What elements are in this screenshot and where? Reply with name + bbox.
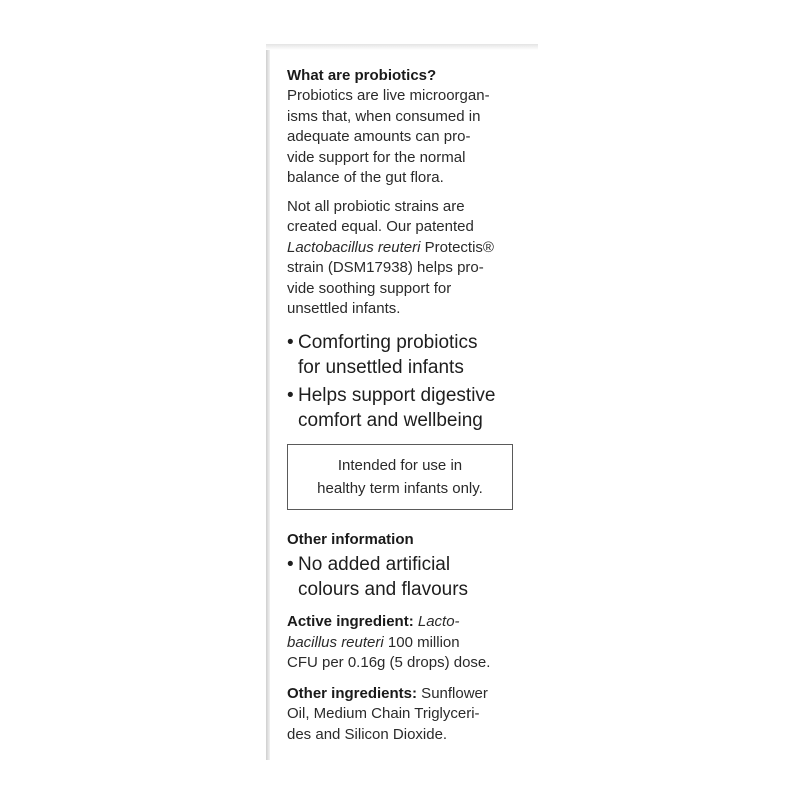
benefit-item — [287, 383, 527, 433]
notice-line: healthy term infants only. — [317, 480, 483, 497]
text-line: adequate amounts can pro- — [287, 128, 471, 145]
other-info-item — [287, 552, 527, 602]
active-ingredient-italic: bacillus reuteri — [287, 633, 384, 651]
active-ingredient — [287, 612, 527, 674]
other-info-line: No added artificial — [298, 554, 451, 575]
section-heading-other-info: Other information — [287, 531, 414, 548]
bullet-icon: • — [287, 554, 294, 575]
section-heading-probiotics: What are probiotics? — [287, 67, 437, 84]
probiotics-description — [287, 86, 527, 189]
active-ingredient-label: Active ingredient: — [287, 613, 414, 630]
other-ingredients — [287, 684, 527, 746]
benefit-line: comfort and wellbeing — [298, 409, 483, 431]
text-line: Not all probiotic strains are — [287, 197, 465, 215]
other-info-list — [287, 552, 527, 602]
box-top-shadow — [266, 44, 538, 50]
text-line: isms that, when consumed in — [287, 107, 481, 125]
notice-line: Intended for use in — [337, 457, 463, 474]
other-ingredients-text: des and Silicon Dioxide. — [287, 725, 448, 743]
text-line: Protectis® — [420, 238, 494, 256]
benefits-list — [287, 330, 527, 433]
text-line: balance of the gut flora. — [287, 169, 444, 186]
text-line: strain (DSM17938) helps pro- — [287, 259, 484, 276]
bullet-icon: • — [287, 384, 294, 406]
text-line: Probiotics are live microorgan- — [287, 87, 490, 104]
benefit-line: for unsettled infants — [298, 356, 464, 378]
text-line: vide support for the normal — [287, 148, 466, 166]
benefit-item — [287, 330, 527, 380]
active-ingredient-text: 100 million — [383, 633, 460, 651]
benefit-line: Comforting probiotics — [298, 331, 478, 353]
text-line: created equal. Our patented — [287, 218, 474, 235]
probiotics-section — [287, 66, 527, 433]
text-line: vide soothing support for — [287, 279, 452, 297]
other-ingredients-label: Other ingredients: — [287, 684, 418, 702]
active-ingredient-text: CFU per 0.16g (5 drops) dose. — [287, 654, 491, 671]
bullet-icon: • — [287, 331, 294, 353]
strain-description — [287, 197, 527, 320]
other-information-section — [287, 530, 527, 745]
other-info-line: colours and flavours — [298, 579, 469, 600]
other-ingredients-text: Oil, Medium Chain Triglyceri- — [287, 705, 480, 722]
text-line: unsettled infants. — [287, 300, 401, 317]
strain-name-italic: Lactobacillus reuteri — [287, 238, 421, 256]
benefit-line: Helps support digestive — [298, 384, 496, 406]
notice-box — [287, 444, 513, 510]
active-ingredient-italic: Lacto- — [413, 613, 460, 630]
other-ingredients-text: Sunflower — [417, 684, 488, 702]
